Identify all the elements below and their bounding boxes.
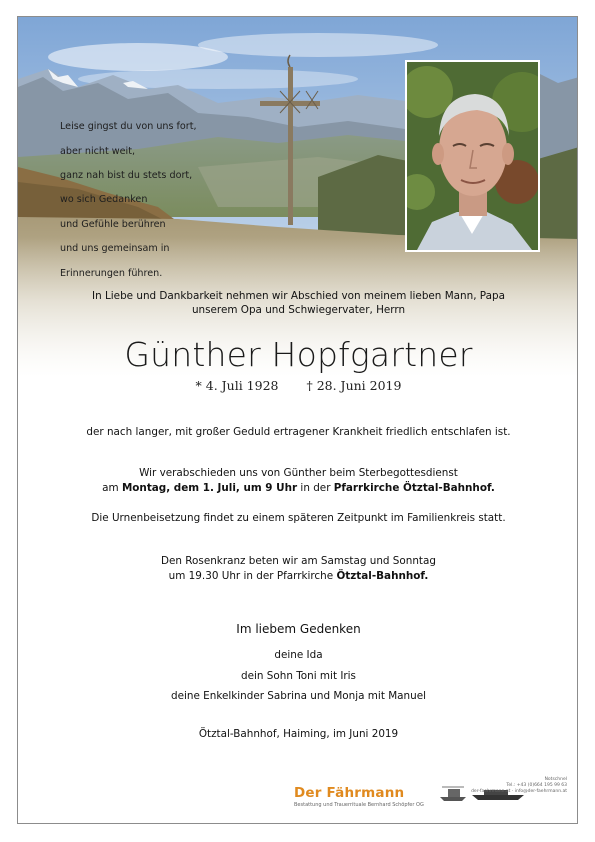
service-line: am Montag, dem 1. Juli, um 9 Uhr in der Pfarrkirche Ötztal-Bahnhof.: [102, 482, 495, 494]
birth-date: * 4. Juli 1928: [195, 378, 279, 393]
intro-line: In Liebe und Dankbarkeit nehmen wir Abschied von meinem lieben Mann, Papa: [92, 290, 505, 302]
funeral-home-footer: [18, 765, 578, 824]
rosary-line: um 19.30 Uhr in der Pfarrkirche Ötztal-Bahnhof.: [168, 570, 429, 582]
mourner-entry: deine Enkelkinder Sabrina und Monja mit Manuel: [171, 690, 426, 702]
intro-line: unserem Opa und Schwiegervater, Herrn: [191, 304, 406, 316]
place-and-date: Ötztal-Bahnhof, Haiming, im Juni 2019: [198, 728, 399, 740]
rosary-line: Den Rosenkranz beten wir am Samstag und Sonntag: [161, 555, 436, 567]
contact-line: der-faehrmann.at · info@der-faehrmann.at: [471, 789, 567, 794]
contact-info: [471, 777, 567, 795]
poem-line: und uns gemeinsam in: [60, 243, 170, 255]
ferry-boat-icon: [438, 785, 468, 803]
urn-burial-text: Die Urnenbeisetzung findet zu einem späteren Zeitpunkt im Familienkreis statt.: [91, 512, 506, 524]
poem-line: aber nicht weit,: [60, 145, 136, 157]
funeral-service-text: [18, 466, 578, 496]
service-line: Wir verabschieden uns von Günther beim Sterbegottesdienst: [139, 467, 458, 479]
life-dates: [18, 378, 578, 393]
remembrance-heading: Im liebem Gedenken: [236, 622, 361, 636]
rosary-text: [18, 554, 578, 584]
poem-line: ganz nah bist du stets dort,: [60, 170, 193, 182]
obituary-card: [17, 16, 578, 824]
company-name: Der Fährmann: [294, 785, 405, 801]
mourner-entry: deine Ida: [274, 649, 323, 661]
memorial-poem: [60, 109, 230, 292]
intro-text: [18, 289, 578, 317]
company-subtitle: Bestattung und Trauerrituale Bernhard Schöpfer OG: [294, 802, 424, 808]
poem-line: Leise gingst du von uns fort,: [60, 121, 197, 133]
portrait-photo: [405, 60, 540, 252]
deceased-name: Günther Hopfgartner: [124, 335, 473, 374]
poem-line: Erinnerungen führen.: [60, 267, 163, 279]
poem-line: und Gefühle berühren: [60, 218, 166, 230]
contact-line: Notschnel: [544, 777, 567, 782]
mourner-entry: dein Sohn Toni mit Iris: [241, 669, 356, 682]
poem-line: wo sich Gedanken: [60, 194, 148, 206]
death-date: † 28. Juni 2019: [306, 378, 402, 393]
contact-line: Tel.: +43 (0)664 195 99 63: [506, 783, 567, 788]
mourners-list: [18, 645, 578, 707]
passing-text: der nach langer, mit großer Geduld ertragener Krankheit friedlich entschlafen ist.: [86, 426, 511, 438]
